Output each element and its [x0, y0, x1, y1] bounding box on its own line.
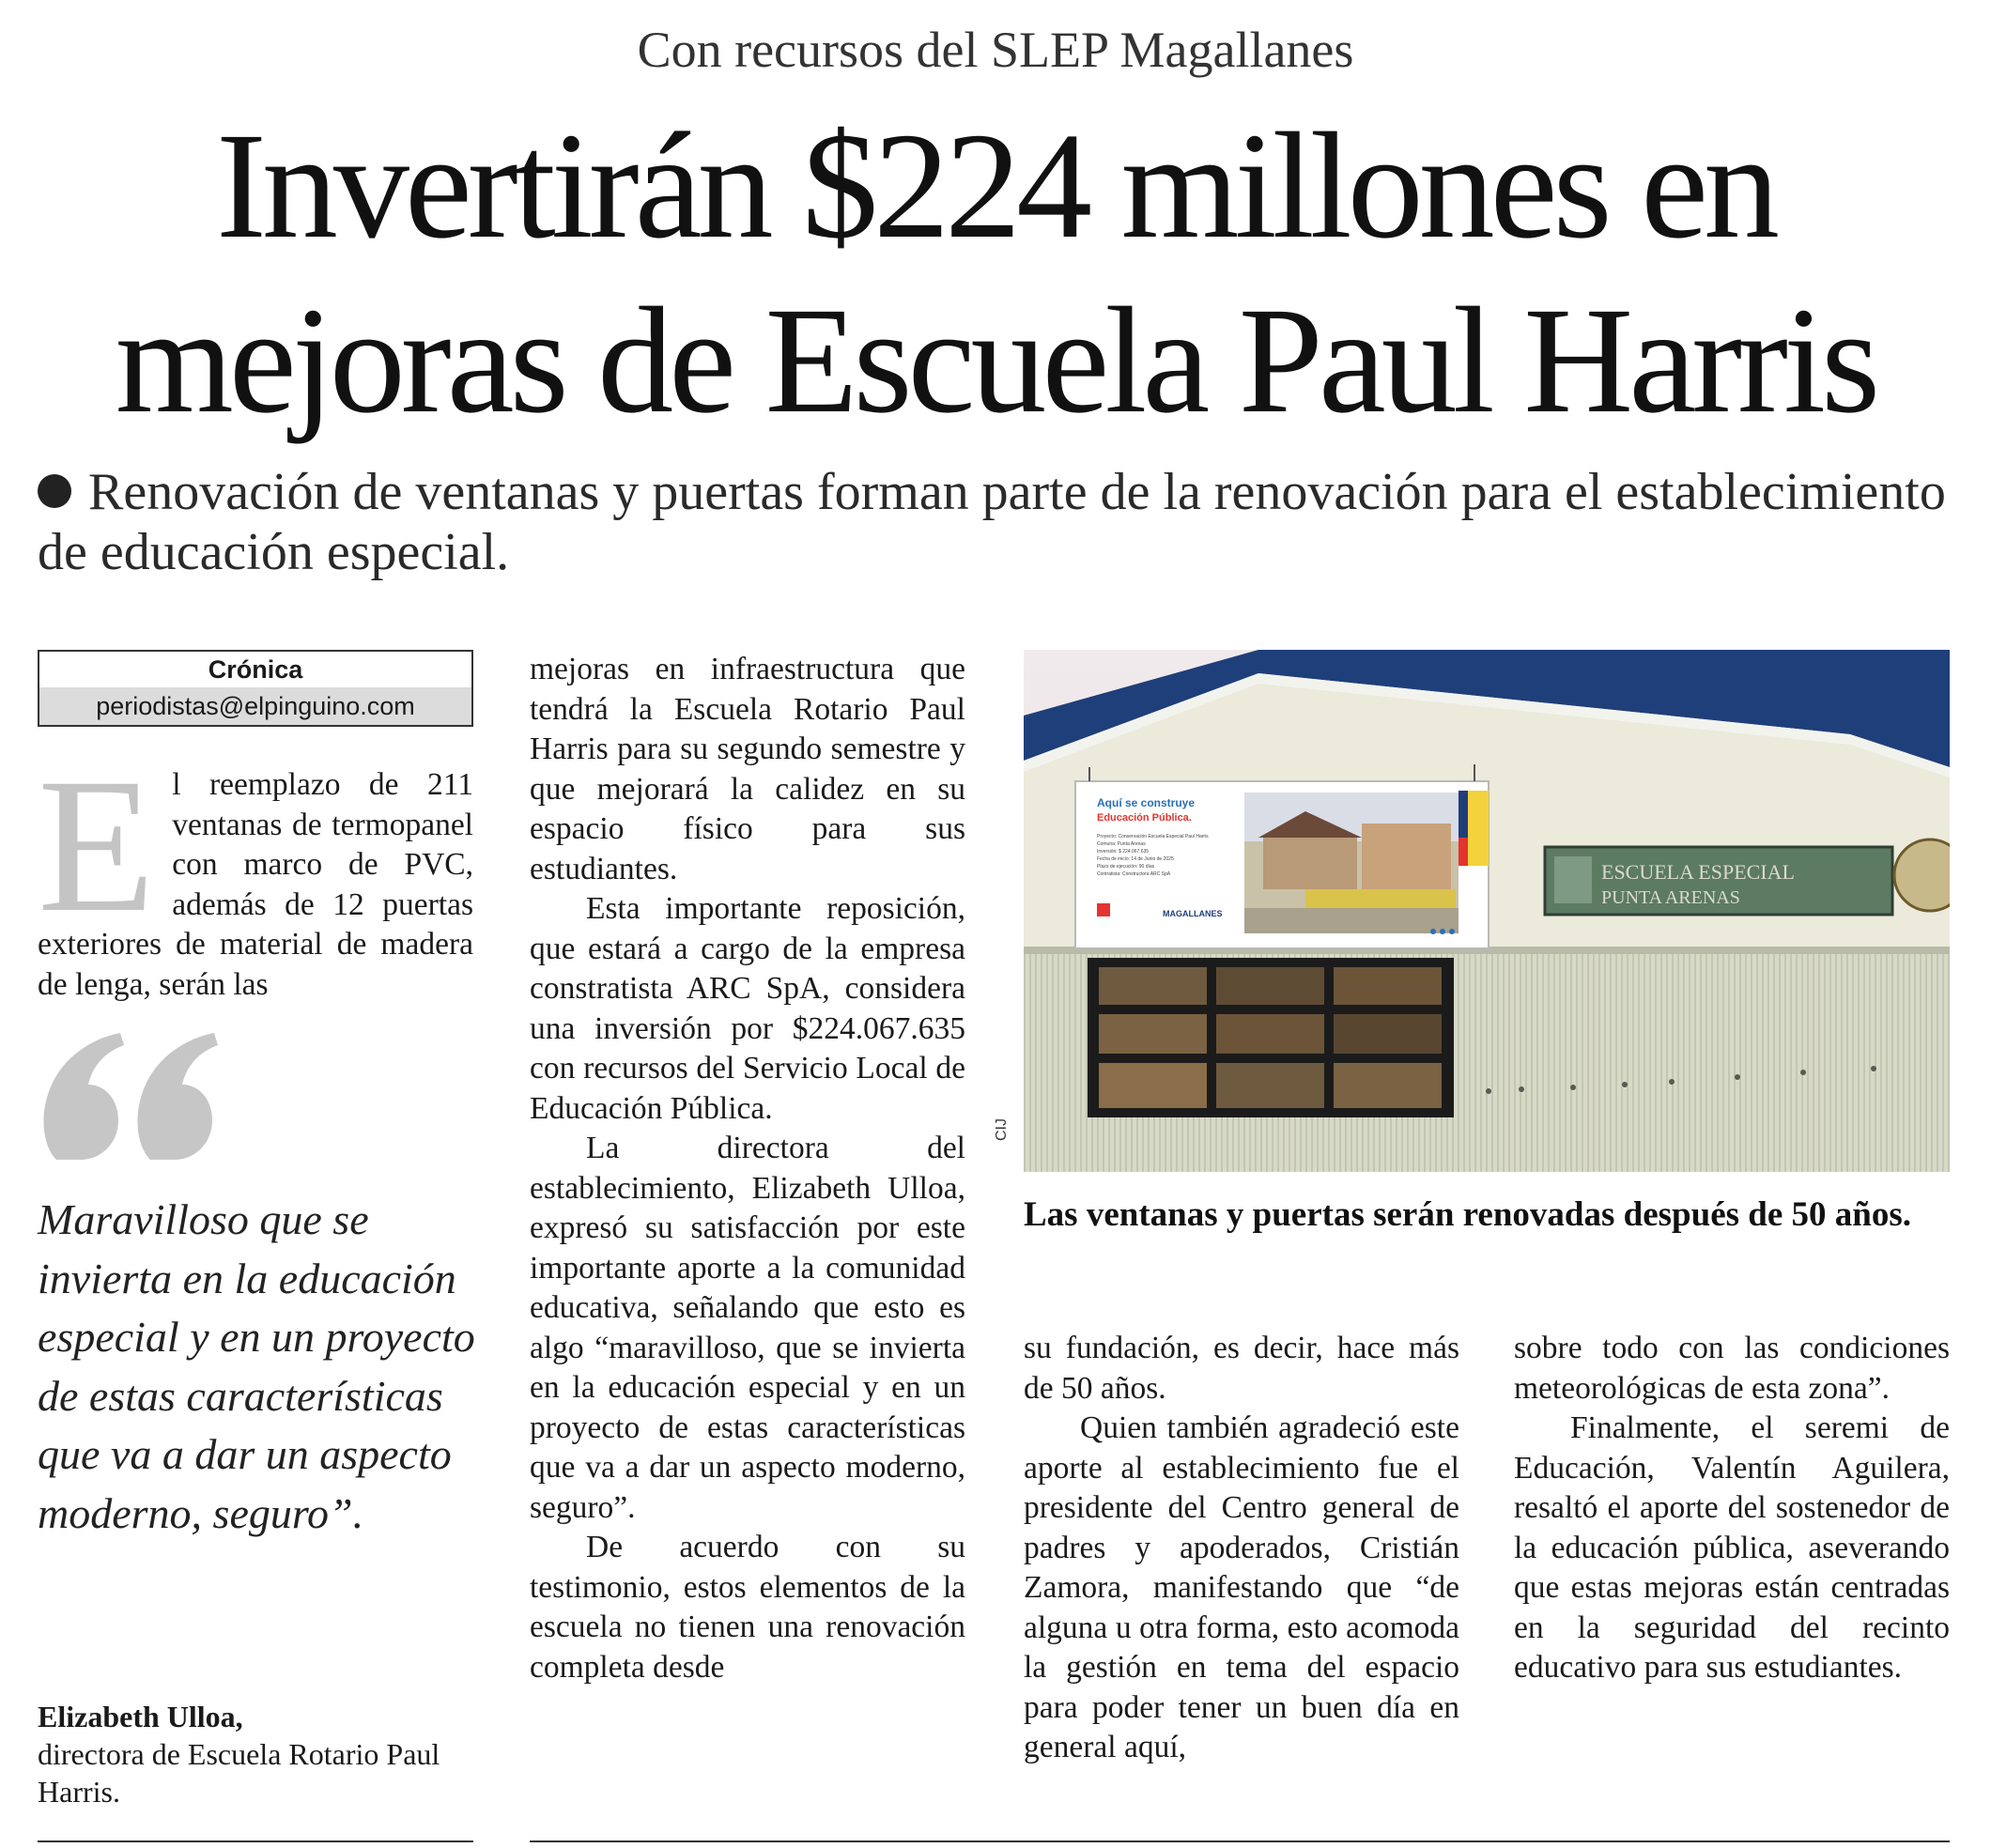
paragraph: sobre todo con las condiciones meteorológicas de esta zona”. — [1514, 1331, 1950, 1406]
paragraph: La directora del establecimiento, Elizabeth Ulloa, expresó su satisfacción por este importante aporte a la comunidad educativa, señalando que esto es algo “maravilloso, que se invierta en la educación especial y en un proyecto de estas características que va a dar un aspecto moderno, seguro”. — [530, 1131, 965, 1525]
section-label: Crónica — [208, 655, 303, 684]
plaque-line-2: PUNTA ARENAS — [1601, 887, 1740, 908]
bottom-rule — [38, 1840, 473, 1842]
school-plaque — [1545, 847, 1892, 915]
lead-paragraph: El reemplazo de 211 ventanas de termopanel con marco de PVC, además de 12 puertas exteriores de material de madera de lenga, serán las — [38, 739, 473, 1002]
quote-author-role: directora de Escuela Rotario Paul Harris. — [38, 1737, 440, 1809]
kicker: Con recursos del SLEP Magallanes — [637, 22, 1354, 78]
paragraph: mejoras en infraestructura que tendrá la Escuela Rotario Paul Harris para su segundo semestre y que mejorará la calidez en su espacio físico para sus estudiantes. — [530, 652, 965, 886]
paragraph: su fundación, es decir, hace más de 50 años. — [1024, 1331, 1459, 1406]
article-column-3 — [1024, 1329, 1459, 1768]
headline-line-1: Invertirán $224 millones en — [215, 102, 1776, 270]
bottom-rule — [530, 1840, 1950, 1842]
quote-mark-icon — [38, 1019, 225, 1178]
pull-quote-attribution — [38, 1698, 488, 1810]
sign-logo: MAGALLANES — [1163, 909, 1223, 918]
deck — [38, 462, 1972, 582]
sign-title-1: Aquí se construye — [1097, 796, 1196, 809]
photo-credit: CIJ — [994, 1118, 1010, 1141]
plaque-line-1: ESCUELA ESPECIAL — [1601, 860, 1795, 884]
article-column-2 — [530, 650, 965, 1687]
paragraph: Finalmente, el seremi de Educación, Valentín Aguilera, resaltó el aporte del sostenedor de la educación pública, aseverando que estas mejoras están centradas en la seguridad del recinto educativo para sus estudiantes. — [1514, 1410, 1950, 1685]
sign-title-2: Educación Pública. — [1097, 812, 1192, 824]
quote-author: Elizabeth Ulloa, — [38, 1700, 243, 1733]
headline-line-2: mejoras de Escuela Paul Harris — [115, 277, 1876, 445]
paragraph: Esta importante reposición, que estará a cargo de la empresa constratista ARC SpA, considera una inversión por $224.067.635 con recursos del Servicio Local de Educación Pública. — [530, 891, 965, 1126]
construction-sign — [1075, 781, 1489, 948]
school-photo — [1024, 650, 1950, 1172]
pull-quote: Maravilloso que se invierta en la educación especial y en un proyecto de estas características que va a dar un aspecto moderno, seguro”. — [38, 1195, 475, 1537]
contact-email: periodistas@elpinguino.com — [39, 687, 471, 725]
photo-caption: Las ventanas y puertas serán renovadas después de 50 años. — [1024, 1195, 1911, 1234]
school-window — [1088, 958, 1454, 1117]
bullet-icon — [38, 474, 71, 508]
paragraph: Quien también agradeció este aporte al establecimiento fue el presidente del Centro general de padres y apoderados, Cristián Zamora, manifestando que “de alguna u otra forma, esto acomoda la gestión en tema del espacio para poder tener un buen día en general aquí, — [1024, 1410, 1459, 1764]
article-column-4 — [1514, 1329, 1950, 1688]
paragraph: De acuerdo con su testimonio, estos elementos de la escuela no tienen una renovación completa desde — [530, 1530, 965, 1685]
deck-text: Renovación de ventanas y puertas forman parte de la renovación para el establecimiento de educación especial. — [38, 463, 1946, 581]
sign-details: Proyecto: Conservación Escuela Especial Paul Harris Comuna: Punta Arenas Inversión: $ 224.067.635 Fecha de inicio: 14 de Junio de 2025 Plazo de ejecución: 90 días Contratista: Constructora ARC SpA — [1097, 834, 1209, 877]
drop-cap: E — [38, 739, 156, 952]
byline-box — [38, 650, 473, 727]
article-column-1 — [38, 739, 473, 1005]
